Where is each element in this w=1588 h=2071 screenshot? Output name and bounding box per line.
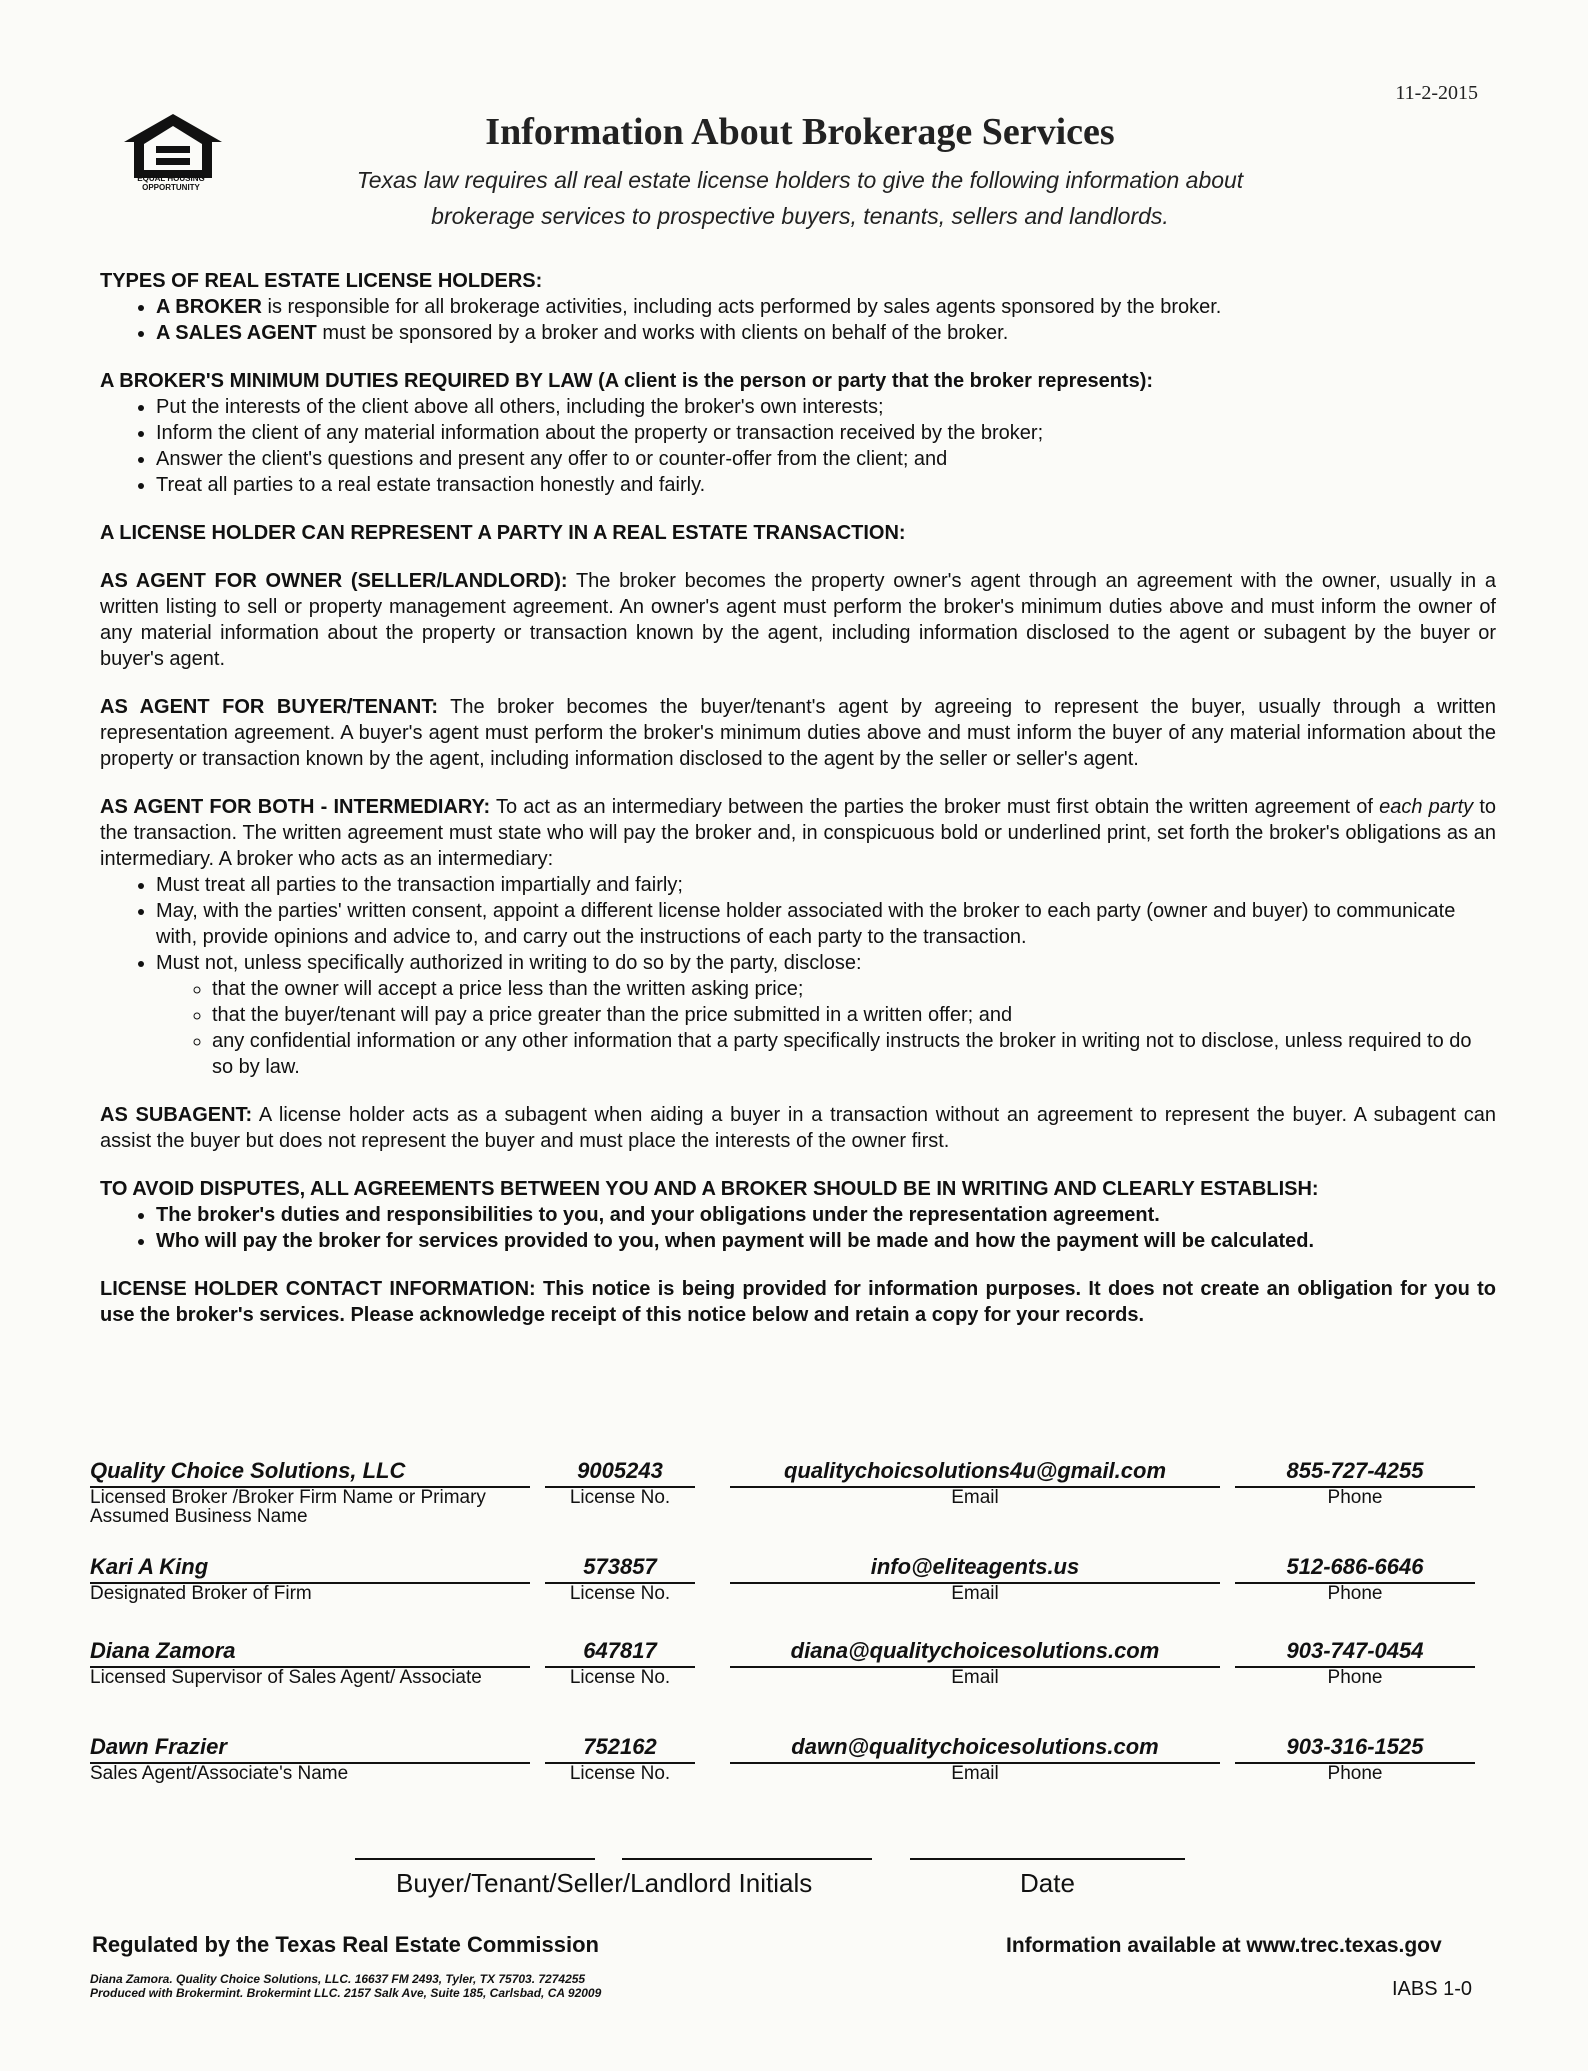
date-label: Date xyxy=(1020,1868,1075,1898)
contact-row: Diana Zamora Licensed Supervisor of Sales Agent/ Associate 647817 License No. diana@qualitychoicesolutions.com Email 903-747-0454 Phone xyxy=(90,1638,1500,1734)
initials-line-1[interactable] xyxy=(355,1858,595,1860)
contact-phone[interactable]: 903-747-0454 xyxy=(1235,1638,1475,1668)
contact-row: Quality Choice Solutions, LLC Licensed Broker /Broker Firm Name or Primary Assumed Business Name 9005243 License No. qualitychoicsolutions4u@gmail.com Email 855-727-4255 Phone xyxy=(90,1458,1500,1554)
info-link[interactable]: Information available at www.trec.texas.gov xyxy=(1006,1934,1442,1957)
contact-name-label: Licensed Broker /Broker Firm Name or Primary Assumed Business Name xyxy=(90,1487,486,1527)
list-subitem: ◦ that the owner will accept a price less than the written asking price; xyxy=(212,976,1496,1002)
contact-email[interactable]: diana@qualitychoicesolutions.com xyxy=(730,1638,1220,1668)
owner-agent-section: AS AGENT FOR OWNER (SELLER/LANDLORD): The broker becomes the property owner's agent through an agreement with the owner, usually in a written listing to sell or property management agreement. An owner's agent must perform the broker's minimum duties above and must inform the owner of any material information about the property or transaction known by the agent, including information disclosed to the agent or subagent by the buyer or buyer's agent. xyxy=(100,570,1496,670)
represent-section xyxy=(100,520,1496,546)
contact-info-heading: LICENSE HOLDER CONTACT INFORMATION: xyxy=(100,1278,536,1300)
list-item: • Inform the client of any material information about the property or transaction received by the broker; xyxy=(156,420,1496,446)
types-heading: TYPES OF REAL ESTATE LICENSE HOLDERS: xyxy=(100,270,543,292)
duties-heading: A BROKER'S MINIMUM DUTIES REQUIRED BY LAW (A client is the person or party that the broker represents): xyxy=(100,370,1154,392)
owner-agent-heading: AS AGENT FOR OWNER (SELLER/LANDLORD): xyxy=(100,570,568,592)
date-line[interactable] xyxy=(910,1858,1185,1860)
contact-email[interactable]: info@eliteagents.us xyxy=(730,1554,1220,1584)
subagent-section: AS SUBAGENT: A license holder acts as a subagent when aiding a buyer in a transaction without an agreement to represent the buyer. A subagent can assist the buyer but does not represent the buyer and must place the interests of the owner first. xyxy=(100,1104,1496,1152)
contact-row: Kari A King Designated Broker of Firm 573857 License No. info@eliteagents.us Email 512-686-6646 Phone xyxy=(90,1554,1500,1638)
buyer-agent-section: AS AGENT FOR BUYER/TENANT: The broker becomes the buyer/tenant's agent by agreeing to represent the buyer, usually through a written representation agreement. A buyer's agent must perform the broker's minimum duties above and must inform the buyer of any material information about the property or transaction known by the agent, including information disclosed to the agent by the seller or seller's agent. xyxy=(100,696,1496,770)
intermediary-section: AS AGENT FOR BOTH - INTERMEDIARY: To act as an intermediary between the parties the broker must first obtain the written agreement of each party to the transaction. The written agreement must state who will pay the broker and, in conspicuous bold or underlined print, set forth the broker's obligations as an intermediary. A broker who acts as an intermediary: • Must treat all parties to the transaction impartially and fairly; • May, with the parties' written consent, appoint a different license holder associated with the broker to each party (owner and buyer) to communicate with, provide opinions and advice to, and carry out the instructions of each party to the transaction. • Must not, unless specifically authorized in writing to do so by the party, disclose: ◦ that the owner will accept a price less than the written asking price; ◦ that the buyer/tenant will pay a price greater than the price submitted in a written offer; and ◦ any confidential information or any other information that a party specifically instructs the broker in writing not to disclose, unless required to do so by law. xyxy=(100,794,1496,1080)
producer-info: Diana Zamora. Quality Choice Solutions, LLC. 16637 FM 2493, Tyler, TX 75703. 7274255 Produced with Brokermint. Brokermint LLC. 2157 Salk Ave, Suite 185, Carlsbad, CA 92009 xyxy=(90,1972,602,2000)
contact-info-section: LICENSE HOLDER CONTACT INFORMATION: This notice is being provided for information purposes. It does not create an obligation for you to use the broker's services. Please acknowledge receipt of this notice below and retain a copy for your records. xyxy=(100,1278,1497,1326)
list-item: • A BROKER is responsible for all brokerage activities, including acts performed by sales agents sponsored by the broker. xyxy=(156,294,1496,320)
document-body xyxy=(100,268,1496,1350)
contact-phone[interactable]: 855-727-4255 xyxy=(1235,1458,1475,1488)
represent-heading: A LICENSE HOLDER CAN REPRESENT A PARTY IN A REAL ESTATE TRANSACTION: xyxy=(100,522,906,544)
list-item: • May, with the parties' written consent, appoint a different license holder associated with the broker to each party (owner and buyer) to communicate with, provide opinions and advice to, and carry out the instructions of each party to the transaction. xyxy=(156,898,1496,950)
duties-section xyxy=(100,368,1496,498)
contact-name[interactable]: Diana Zamora xyxy=(90,1638,530,1668)
contact-name-label: Sales Agent/Associate's Name xyxy=(90,1763,349,1784)
contact-name[interactable]: Dawn Frazier xyxy=(90,1734,530,1764)
list-item: • Must not, unless specifically authorized in writing to do so by the party, disclose: ◦ that the owner will accept a price less than the written asking price; ◦ that the buyer/tenant will pay a price greater than the price submitted in a written offer; and ◦ any confidential information or any other information that a party specifically instructs the broker in writing not to disclose, unless required to do so by law. xyxy=(156,950,1496,1080)
contact-phone[interactable]: 903-316-1525 xyxy=(1235,1734,1475,1764)
list-item: • Must treat all parties to the transaction impartially and fairly; xyxy=(156,872,1496,898)
contact-phone[interactable]: 512-686-6646 xyxy=(1235,1554,1475,1584)
list-item: • Answer the client's questions and present any offer to or counter-offer from the client; and xyxy=(156,446,1496,472)
list-item: • A SALES AGENT must be sponsored by a broker and works with clients on behalf of the broker. xyxy=(156,320,1496,346)
contact-table xyxy=(90,1458,1500,1830)
list-item: • Put the interests of the client above all others, including the broker's own interests; xyxy=(156,394,1496,420)
contact-email[interactable]: dawn@qualitychoicesolutions.com xyxy=(730,1734,1220,1764)
contact-license[interactable]: 573857 xyxy=(545,1554,695,1584)
page-title: Information About Brokerage Services xyxy=(485,111,1115,153)
list-item: • The broker's duties and responsibilities to you, and your obligations under the representation agreement. xyxy=(156,1202,1496,1228)
subagent-heading: AS SUBAGENT: xyxy=(100,1104,253,1126)
disputes-section xyxy=(100,1176,1496,1254)
contact-name-label: Designated Broker of Firm xyxy=(90,1583,312,1604)
intermediary-heading: AS AGENT FOR BOTH - INTERMEDIARY: xyxy=(100,796,491,818)
types-section xyxy=(100,268,1496,346)
contact-email[interactable]: qualitychoicsolutions4u@gmail.com xyxy=(730,1458,1220,1488)
regulated-by: Regulated by the Texas Real Estate Commission xyxy=(92,1932,599,1957)
page-subtitle: Texas law requires all real estate license holders to give the following information about brokerage services to prospective buyers, tenants, sellers and landlords. xyxy=(356,167,1244,229)
list-item: • Treat all parties to a real estate transaction honestly and fairly. xyxy=(156,472,1496,498)
contact-license[interactable]: 752162 xyxy=(545,1734,695,1764)
contact-name-label: Licensed Supervisor of Sales Agent/ Associate xyxy=(90,1667,482,1688)
disputes-heading: TO AVOID DISPUTES, ALL AGREEMENTS BETWEEN YOU AND A BROKER SHOULD BE IN WRITING AND CLEARLY ESTABLISH: xyxy=(100,1178,1319,1200)
buyer-agent-heading: AS AGENT FOR BUYER/TENANT: xyxy=(100,696,438,718)
list-subitem: ◦ that the buyer/tenant will pay a price greater than the price submitted in a written offer; and xyxy=(212,1002,1496,1028)
logo-caption: EQUAL HOUSING OPPORTUNITY xyxy=(137,174,205,192)
initials-label: Buyer/Tenant/Seller/Landlord Initials xyxy=(396,1868,813,1898)
contact-name[interactable]: Kari A King xyxy=(90,1554,530,1584)
list-subitem: ◦ any confidential information or any other information that a party specifically instructs the broker in writing not to disclose, unless required to do so by law. xyxy=(212,1028,1496,1080)
initials-line-2[interactable] xyxy=(622,1858,872,1860)
contact-license[interactable]: 647817 xyxy=(545,1638,695,1668)
document-date: 11-2-2015 xyxy=(1395,82,1478,104)
contact-name[interactable]: Quality Choice Solutions, LLC xyxy=(90,1458,530,1488)
list-item: • Who will pay the broker for services provided to you, when payment will be made and how the payment will be calculated. xyxy=(156,1228,1496,1254)
contact-license[interactable]: 9005243 xyxy=(545,1458,695,1488)
form-id: IABS 1-0 xyxy=(1392,1978,1473,2000)
contact-row: Dawn Frazier Sales Agent/Associate's Name 752162 License No. dawn@qualitychoicesolutions.com Email 903-316-1525 Phone xyxy=(90,1734,1500,1830)
